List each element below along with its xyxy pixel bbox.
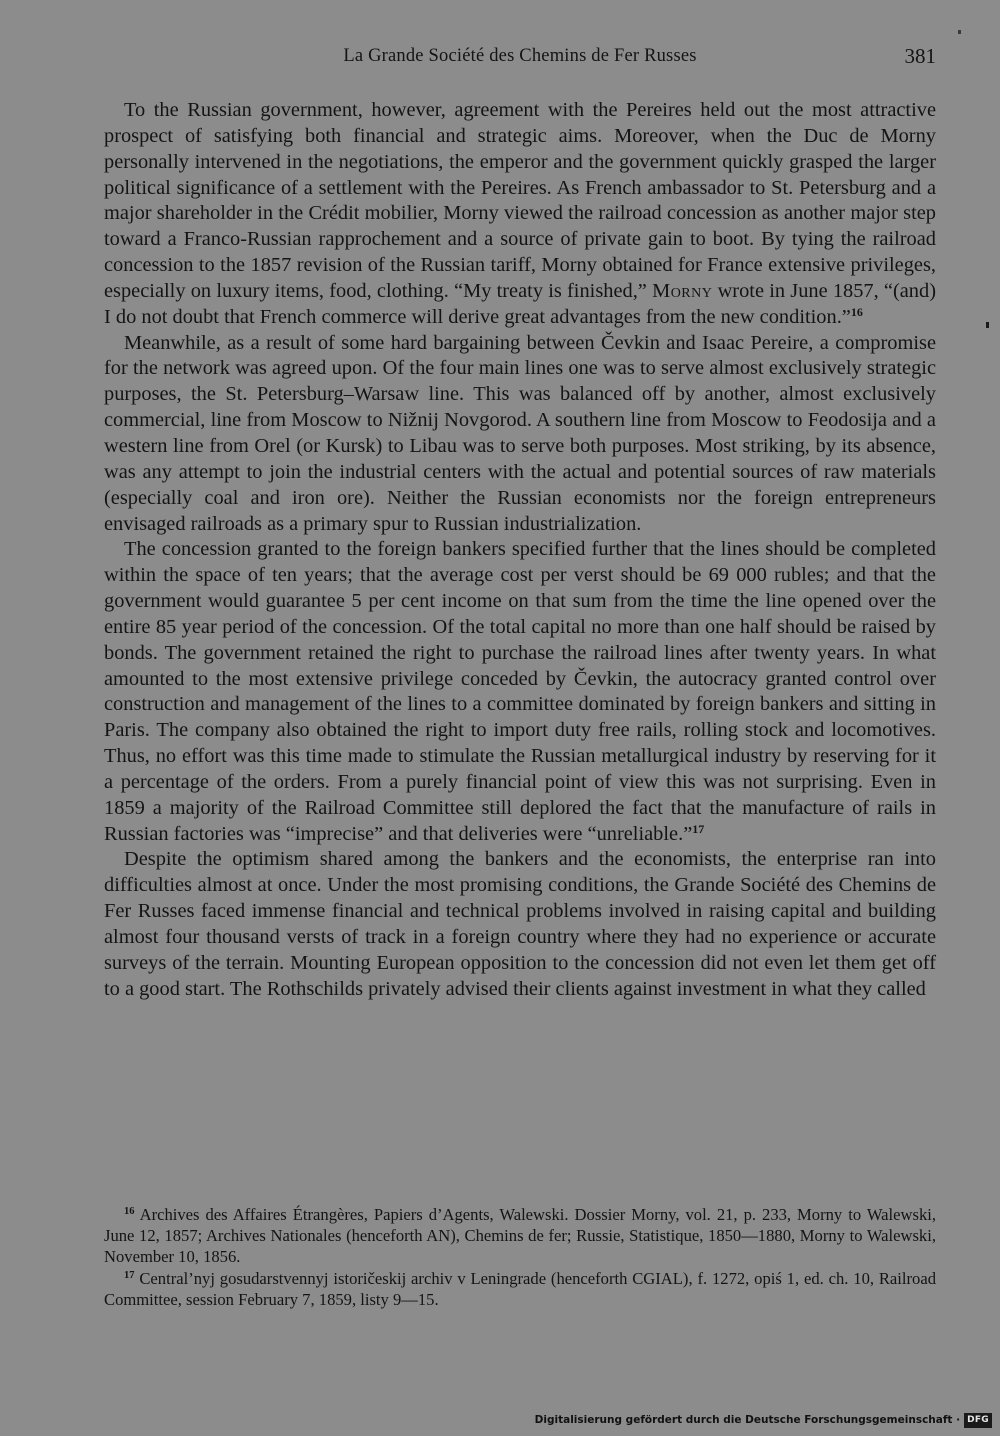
- paragraph: [104, 537, 936, 847]
- paragraph-text: wrote in June 1857, “(and) I do not doubt that French commerce will derive great advantages from the new condition.”: [104, 279, 936, 328]
- margin-mark: [986, 322, 989, 328]
- paragraph-text: Meanwhile, as a result of some hard bargaining between Čevkin and Isaac Pereire, a compromise for the network was agreed upon. Of the four main lines one was to serve almost exclusively strategic purposes, the St. Petersburg–Warsaw line. This was balanced off by another, almost exclusively commercial, line from Moscow to Nižnij Novgorod. A southern line from Moscow to Feodosija and a western line from Orel (or Kursk) to Libau was to serve both purposes. Most striking, by its absence, was any attempt to join the industrial centers with the actual and potential sources of raw materials (especially coal and iron ore). Neither the Russian economists nor the foreign entrepreneurs envisaged railroads as a primary spur to Russian industrialization.: [104, 331, 936, 535]
- scan-speck: [958, 30, 961, 34]
- body-text: [104, 98, 936, 1003]
- page-number: 381: [904, 44, 936, 68]
- paragraph: [104, 847, 936, 1002]
- footnote-ref: 16: [850, 304, 863, 319]
- paragraph-text: Despite the optimism shared among the bankers and the economists, the enterprise ran into difficulties almost at once. Under the most promising conditions, the Grande Société des Chemins de Fer Russes faced immense financial and technical problems involved in raising capital and building almost four thousand versts of track in a foreign country where they had no experience or accurate surveys of the terrain. Mounting European opposition to the concession did not even let them get off to a good start. The Rothschilds privately advised their clients against investment in what they called: [104, 848, 936, 1000]
- footnote-number: 16: [124, 1206, 135, 1217]
- footnotes: [104, 1204, 936, 1310]
- paragraph-text: To the Russian government, however, agreement with the Pereires held out the most attractive prospect of satisfying both financial and strategic aims. Moreover, when the Duc de Morny personally intervened in the negotiations, the emperor and the government quickly grasped the larger political significance of a settlement with the Pereires. As French ambassador to St. Petersburg and a major shareholder in the Crédit mobilier, Morny viewed the railroad concession as another major step toward a Franco-Russian rapprochement and a source of private gain to boot. By tying the railroad concession to the 1857 revision of the Russian tariff, Morny obtained for France extensive privileges, especially on luxury items, food, clothing. “My treaty is finished,”: [104, 99, 936, 302]
- running-head: [104, 44, 936, 70]
- credit-text: Digitalisierung gefördert durch die Deutsche Forschungsgemeinschaft ·: [534, 1414, 961, 1426]
- paragraph-text: The concession granted to the foreign bankers specified further that the lines should be completed within the space of ten years; that the average cost per verst should be 69 000 rubles; and that the government would guarantee 5 per cent income on that sum from the time the line opened over the entire 85 year period of the concession. Of the total capital no more than one half should be raised by bonds. The government retained the right to purchase the railroad lines after twenty years. In what amounted to the most extensive privilege conceded by Čevkin, the autocracy granted control over construction and management of the lines to a committee dominated by foreign bankers and sitting in Paris. The company also obtained the right to import duty free rails, rolling stock and locomotives. Thus, no effort was this time made to stimulate the Russian metallurgical industry by reserving for it a percentage of the orders. From a purely financial point of view this was not surprising. Even in 1859 a majority of the Railroad Committee still deplored the fact that the manufacture of rails in Russian factories was “imprecise” and that deliveries were “unreliable.”: [104, 538, 936, 845]
- digitization-credit: [535, 1410, 992, 1430]
- paragraph: [104, 98, 936, 331]
- author-name-smallcaps: Morny: [652, 279, 713, 302]
- footnote: [104, 1204, 936, 1268]
- footnote-number: 17: [124, 1269, 135, 1281]
- footnote: [104, 1268, 936, 1310]
- footnote-text: Central’nyj gosudarstvennyj istoričeskij archiv v Leningrade (henceforth CGIAL), f. 1272, opiś 1, ed. ch. 10, Railroad Committee, session February 7, 1859, listy 9—15.: [104, 1268, 937, 1309]
- running-head-title: La Grande Société des Chemins de Fer Russes: [343, 46, 697, 66]
- paragraph: [104, 331, 936, 538]
- dfg-logo: DFG: [964, 1413, 992, 1428]
- footnote-text: Archives des Affaires Étrangères, Papiers d’Agents, Walewski. Dossier Morny, vol. 21, p. 233, Morny to Walewski, June 12, 1857; Archives Nationales (henceforth AN), Chemins de fer; Russie, Statistique, 1850—1880, Morny to Walewski, November 10, 1856.: [104, 1205, 937, 1267]
- footnote-ref: 17: [692, 821, 705, 836]
